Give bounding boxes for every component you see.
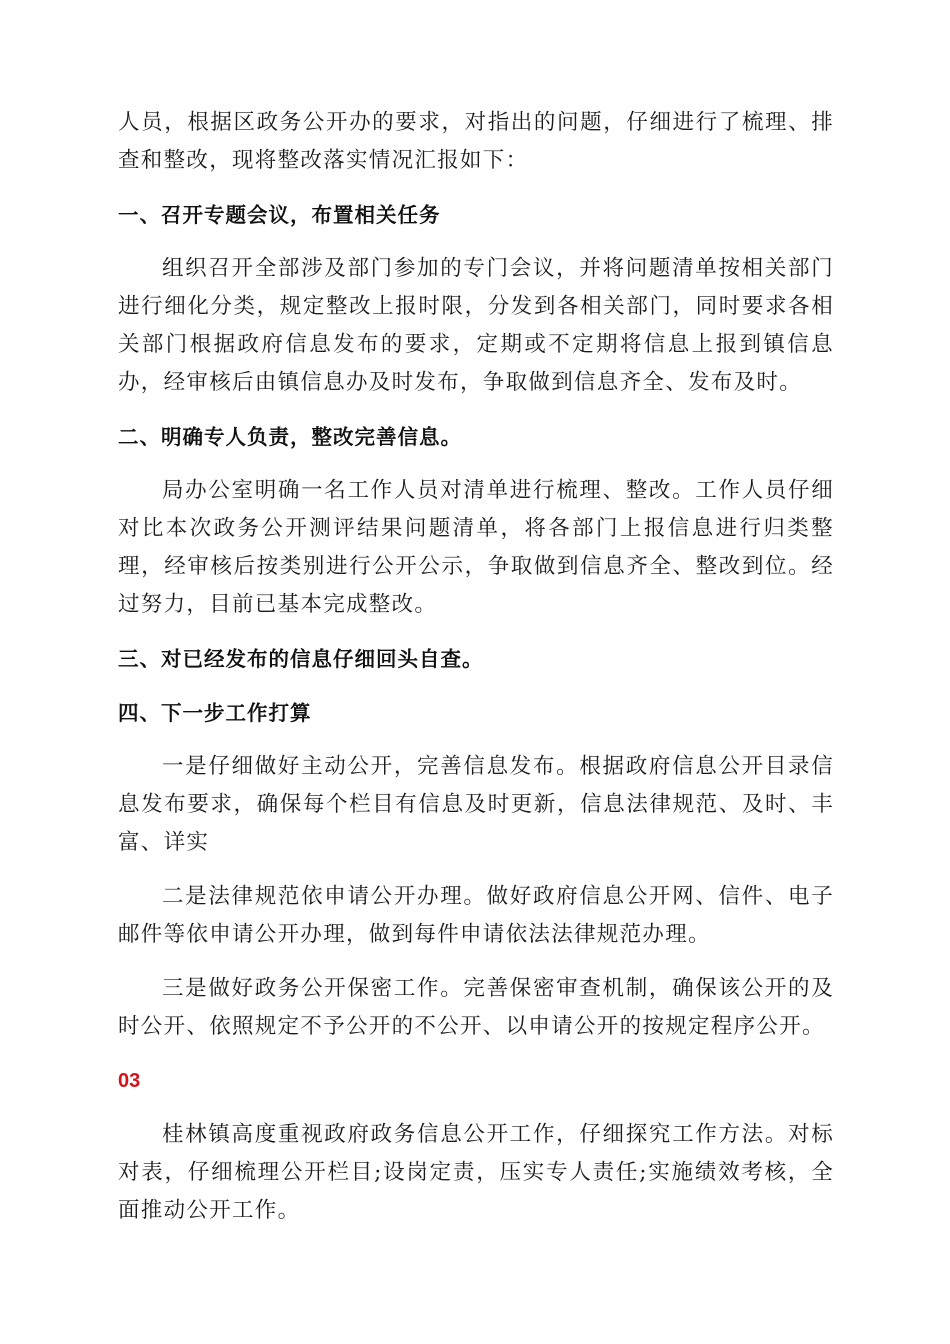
closing-paragraph: 桂林镇高度重视政府政务信息公开工作，仔细探究工作方法。对标对表，仔细梳理公开栏目;设岗定责，压实专人责任;实施绩效考核，全面推动公开工作。 bbox=[118, 1122, 834, 1223]
section-2-body: 局办公室明确一名工作人员对清单进行梳理、整改。工作人员仔细对比本次政务公开测评结果问题清单，将各部门上报信息进行归类整理，经审核后按类别进行公开公示，争取做到信息齐全、整改到位。经过努力，目前已基本完成整改。 bbox=[118, 478, 834, 617]
document-page bbox=[118, 104, 834, 1230]
section-marker-03: 03 bbox=[118, 1070, 141, 1092]
section-4-heading: 四、下一步工作打算 bbox=[118, 701, 312, 725]
section-3-heading: 三、对已经发布的信息仔细回头自查。 bbox=[118, 647, 484, 671]
section-2-heading: 二、明确专人负责，整改完善信息。 bbox=[118, 425, 462, 449]
section-4-item-2: 二是法律规范依申请公开办理。做好政府信息公开网、信件、电子邮件等依申请公开办理，做到每件申请依法法律规范办理。 bbox=[118, 884, 834, 947]
section-1-heading: 一、召开专题会议，布置相关任务 bbox=[118, 203, 441, 227]
intro-paragraph: 人员，根据区政务公开办的要求，对指出的问题，仔细进行了梳理、排查和整改，现将整改落实情况汇报如下： bbox=[118, 110, 834, 173]
section-4-item-3: 三是做好政务公开保密工作。完善保密审查机制，确保该公开的及时公开、依照规定不予公开的不公开、以申请公开的按规定程序公开。 bbox=[118, 976, 834, 1039]
section-1-body: 组织召开全部涉及部门参加的专门会议，并将问题清单按相关部门进行细化分类，规定整改上报时限，分发到各相关部门，同时要求各相关部门根据政府信息发布的要求，定期或不定期将信息上报到镇信息办，经审核后由镇信息办及时发布，争取做到信息齐全、发布及时。 bbox=[118, 256, 834, 395]
section-4-item-1: 一是仔细做好主动公开，完善信息发布。根据政府信息公开目录信息发布要求，确保每个栏目有信息及时更新，信息法律规范、及时、丰富、详实 bbox=[118, 754, 834, 855]
